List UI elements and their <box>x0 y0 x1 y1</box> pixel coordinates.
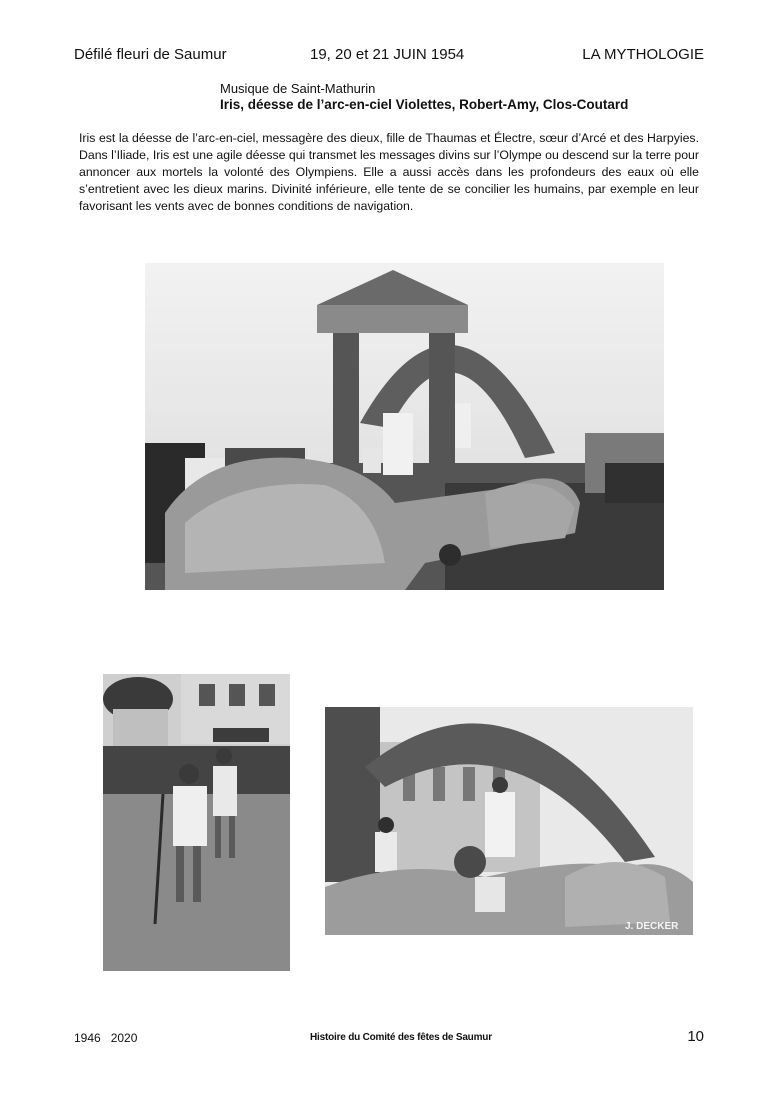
page-number: 10 <box>687 1028 704 1045</box>
arch-goddess-photo <box>325 707 693 935</box>
costumed-man-photo-image <box>103 674 290 971</box>
header-section-title: LA MYTHOLOGIE <box>582 46 704 63</box>
float-photo-main <box>145 263 664 590</box>
costumed-man-photo <box>103 674 290 971</box>
footer-year-start: 1946 <box>74 1031 101 1045</box>
header-date: 19, 20 et 21 JUIN 1954 <box>310 46 465 63</box>
description-paragraph: Iris est la déesse de l’arc-en-ciel, messagère des dieux, fille de Thaumas et Électre, sœur d’Arcé et des Harpyies. Dans l’Iliade, Iris est une agile déesse qui transmet les messages divins sur l’Olympe ou descend sur la terre pour annoncer aux mortels la volonté des Olympiens. Elle a aussi accès dans les profondeurs des eaux où elle s’entretient avec les dieux marins. Divinité inférieure, elle tente de se concilier les humains, par exemple en leur favorisant les vents avec de bonnes conditions de navigation. <box>79 131 699 213</box>
photographer-watermark: J. DECKER <box>625 921 679 932</box>
header-left-title: Défilé fleuri de Saumur <box>74 46 227 63</box>
float-title: Iris, déesse de l’arc-en-ciel Violettes, Robert-Amy, Clos-Coutard <box>220 97 629 112</box>
footer-years <box>74 1030 137 1046</box>
arch-goddess-photo-image <box>325 707 693 935</box>
music-credit: Musique de Saint-Mathurin <box>220 81 376 96</box>
float-photo-main-image <box>145 263 664 590</box>
footer-book-title: Histoire du Comité des fêtes de Saumur <box>310 1032 492 1043</box>
footer-year-end: 2020 <box>110 1031 138 1045</box>
